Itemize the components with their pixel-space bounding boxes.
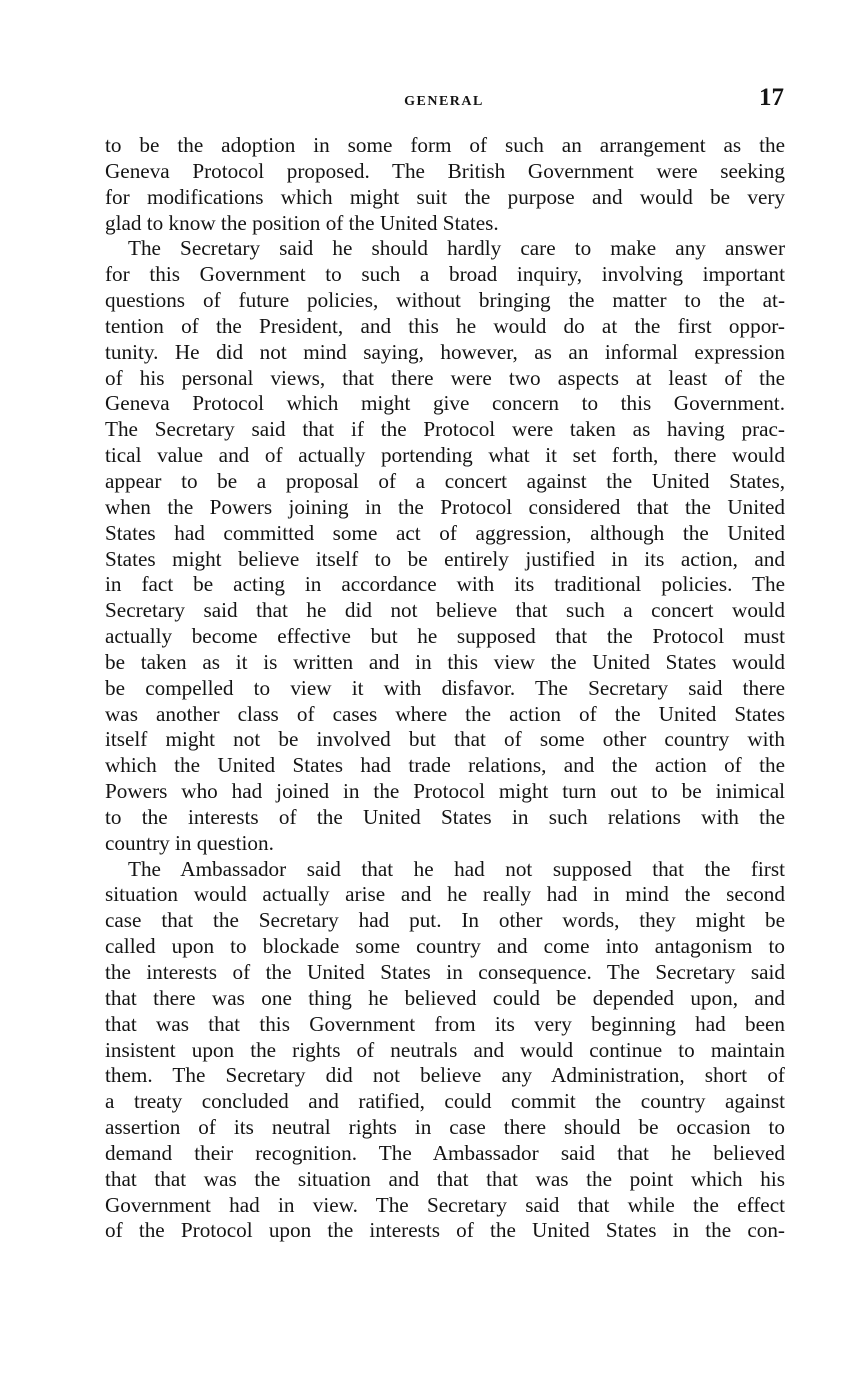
text-line: demand their recognition. The Ambassador said that he believed [105, 1140, 785, 1165]
body-text [105, 133, 785, 1244]
text-line: of the Protocol upon the interests of the United States in the con- [105, 1218, 785, 1243]
text-line: tical value and of actually portending what it set forth, there would [105, 443, 785, 468]
paragraph [105, 236, 785, 856]
text-line: for modifications which might suit the purpose and would be very [105, 184, 785, 209]
text-line: in fact be acting in accordance with its traditional policies. The [105, 572, 785, 597]
text-line: the interests of the United States in consequence. The Secretary said [105, 960, 785, 984]
text-line: actually become effective but he supposed that the Protocol must [105, 624, 785, 649]
text-line: Powers who had joined in the Protocol might turn out to be inimical [105, 779, 785, 804]
text-line: be compelled to view it with disfavor. The Secretary said there [105, 675, 785, 700]
text-line: appear to be a proposal of a concert against the United States, [105, 468, 785, 493]
running-title: GENERAL [404, 94, 484, 109]
text-line: be taken as it is written and in this view the United States would [105, 649, 785, 674]
text-line: that there was one thing he believed could be depended upon, and [105, 985, 785, 1010]
text-line: to the interests of the United States in such relations with the [105, 804, 785, 829]
text-line: The Secretary said that if the Protocol were taken as having prac- [105, 417, 785, 442]
text-line: situation would actually arise and he really had in mind the second [105, 882, 785, 907]
text-line: for this Government to such a broad inquiry, involving important [105, 262, 785, 287]
text-line: itself might not be involved but that of some other country with [105, 727, 785, 752]
text-line: insistent upon the rights of neutrals and would continue to maintain [105, 1037, 785, 1062]
text-line: called upon to blockade some country and come into antagonism to [105, 934, 785, 959]
text-line: States might believe itself to be entirely justified in its action, and [105, 546, 785, 571]
text-line: to be the adoption in some form of such an arrangement as the [105, 133, 785, 157]
text-line: The Ambassador said that he had not supposed that the first [128, 856, 785, 881]
paragraph [105, 857, 785, 1245]
paragraph [105, 133, 785, 236]
text-line: Government had in view. The Secretary said that while the effect [105, 1192, 785, 1217]
page-number: 17 [759, 84, 784, 111]
text-line: Secretary said that he did not believe that such a concert would [105, 598, 785, 623]
text-line: Geneva Protocol proposed. The British Government were seeking [105, 158, 785, 183]
text-line: that was that this Government from its very beginning had been [105, 1011, 785, 1036]
text-line: them. The Secretary did not believe any Administration, short of [105, 1063, 785, 1088]
running-head [104, 84, 784, 120]
text-line: country in question. [105, 830, 274, 855]
text-line: a treaty concluded and ratified, could commit the country against [105, 1089, 785, 1114]
text-line: which the United States had trade relations, and the action of the [105, 753, 785, 778]
text-line: when the Powers joining in the Protocol considered that the United [105, 494, 785, 519]
text-line: tunity. He did not mind saying, however, as an informal expression [105, 339, 785, 364]
text-line: assertion of its neutral rights in case there should be occasion to [105, 1115, 785, 1140]
text-line: was another class of cases where the action of the United States [105, 701, 785, 726]
text-line: The Secretary said he should hardly care to make any answer [128, 236, 785, 261]
text-line: States had committed some act of aggression, although the United [105, 520, 785, 545]
text-line: glad to know the position of the United States. [105, 210, 499, 235]
text-line: that that was the situation and that that was the point which his [105, 1166, 785, 1191]
text-line: tention of the President, and this he would do at the first oppor- [105, 313, 785, 338]
text-line: questions of future policies, without bringing the matter to the at- [105, 288, 785, 313]
text-line: of his personal views, that there were two aspects at least of the [105, 365, 785, 390]
text-line: Geneva Protocol which might give concern to this Government. [105, 391, 785, 416]
text-line: case that the Secretary had put. In other words, they might be [105, 908, 785, 933]
